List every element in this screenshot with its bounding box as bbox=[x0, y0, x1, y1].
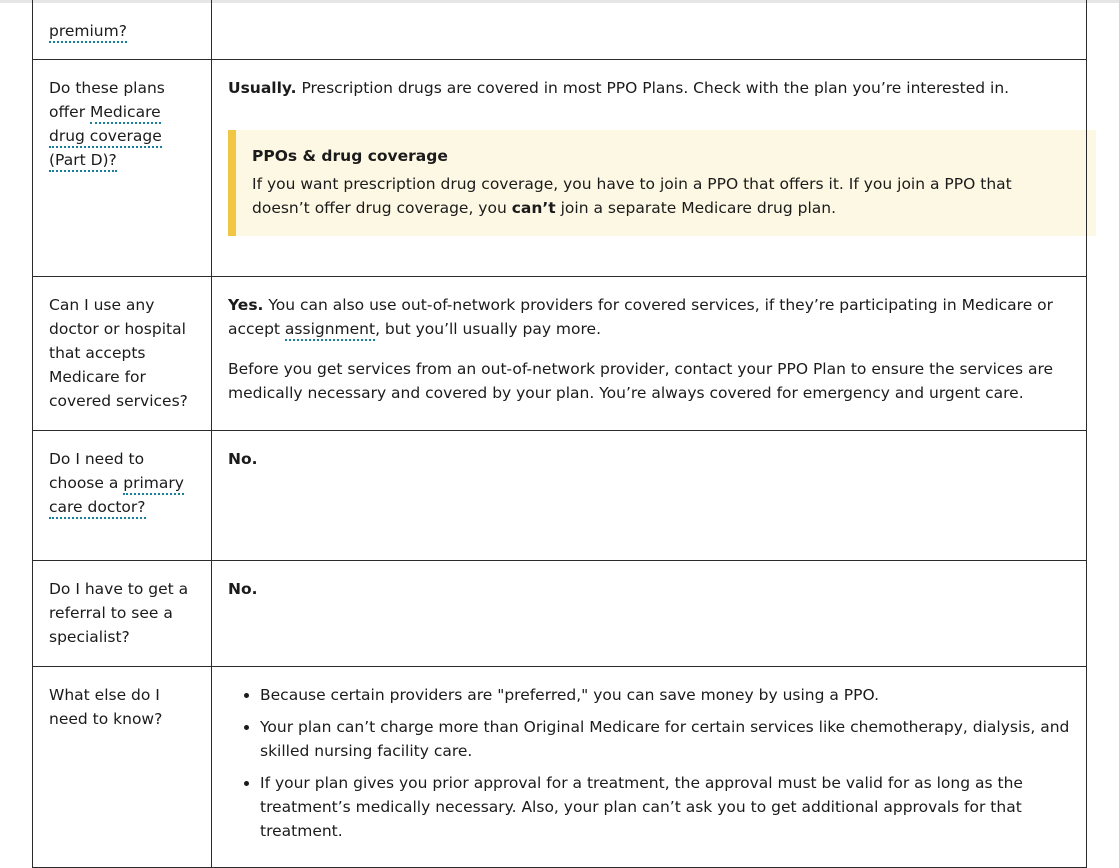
primary-care-doctor-glossary-link[interactable]: primary care doctor? bbox=[49, 474, 184, 519]
table-row-primary-care bbox=[33, 431, 1087, 561]
callout-title: PPOs & drug coverage bbox=[252, 147, 448, 165]
drug-coverage-callout bbox=[228, 130, 1096, 236]
answer-strong: Usually. bbox=[228, 79, 297, 97]
question-text: Do I need to choose a bbox=[49, 450, 145, 492]
answer-strong: No. bbox=[228, 450, 258, 468]
answer-paragraph-2: Before you get services from an out-of-network provider, contact your PPO Plan to ensure the services are medically necessary and covered by your plan. You’re always covered for emergency and urgent care. bbox=[228, 360, 1054, 402]
table-row-drug-coverage bbox=[33, 60, 1087, 277]
answer-strong: Yes. bbox=[228, 296, 264, 314]
question-cell bbox=[33, 431, 212, 561]
question-text: Do these plans offer bbox=[49, 79, 165, 121]
question-cell bbox=[33, 60, 212, 277]
answer-strong: No. bbox=[228, 580, 258, 598]
answer-cell bbox=[212, 60, 1087, 277]
answer-cell bbox=[212, 561, 1087, 667]
assignment-glossary-link[interactable]: assignment bbox=[285, 320, 375, 341]
ppo-plan-table bbox=[32, 0, 1087, 868]
what-else-list bbox=[228, 683, 1070, 843]
answer-cell bbox=[212, 0, 1087, 60]
callout-text: If you want prescription drug coverage, you have to join a PPO that offers it. If you join a PPO that doesn’t offer drug coverage, you can’t join a separate Medicare drug plan. bbox=[252, 175, 1012, 217]
list-item: • If your plan gives you prior approval for a treatment, the approval must be valid for as long as the treatment’s medically necessary. Also, your plan can’t ask you to get additional approvals for that treatment. bbox=[260, 771, 1070, 843]
table-row-referral bbox=[33, 561, 1087, 667]
premium-glossary-link[interactable]: premium? bbox=[49, 22, 127, 43]
answer-cell bbox=[212, 431, 1087, 561]
answer-paragraph bbox=[228, 76, 1070, 100]
callout-strong: can’t bbox=[511, 199, 556, 217]
table-row-what-else bbox=[33, 667, 1087, 868]
answer-text: Prescription drugs are covered in most PPO Plans. Check with the plan you’re interested in. bbox=[296, 79, 1010, 97]
question-cell bbox=[33, 0, 212, 60]
answer-paragraph: Yes. You can also use out-of-network providers for covered services, if they’re participating in Medicare or accept assignment, but you’ll usually pay more. bbox=[228, 293, 1070, 341]
drug-coverage-glossary-link[interactable]: Medicare drug coverage (Part D)? bbox=[49, 103, 162, 172]
table-row-any-doctor bbox=[33, 277, 1087, 431]
list-item: • Because certain providers are "preferred," you can save money by using a PPO. bbox=[260, 683, 1070, 707]
answer-cell bbox=[212, 277, 1087, 431]
table-row-premium bbox=[33, 0, 1087, 60]
answer-cell bbox=[212, 667, 1087, 868]
list-item: • Your plan can’t charge more than Original Medicare for certain services like chemotherapy, dialysis, and skilled nursing facility care. bbox=[260, 715, 1070, 763]
question-cell: Do I have to get a referral to see a specialist? bbox=[33, 561, 212, 667]
question-cell: Can I use any doctor or hospital that accepts Medicare for covered services? bbox=[33, 277, 212, 431]
question-cell: What else do I need to know? bbox=[33, 667, 212, 868]
